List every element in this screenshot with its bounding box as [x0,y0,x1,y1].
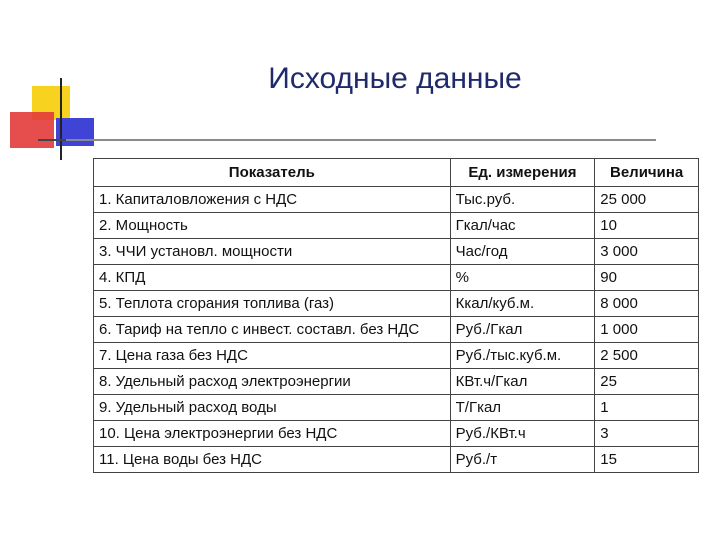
indicator-cell: 4. КПД [94,265,451,291]
indicator-cell: 3. ЧЧИ установл. мощности [94,239,451,265]
unit-cell: Руб./КВт.ч [450,421,595,447]
unit-cell: Т/Гкал [450,395,595,421]
title-divider [66,139,656,141]
unit-cell: Руб./Гкал [450,317,595,343]
value-cell: 90 [595,265,699,291]
logo-red-square [10,112,54,148]
unit-cell: КВт.ч/Гкал [450,369,595,395]
column-header-value: Величина [595,159,699,187]
page-title: Исходные данные [268,62,522,95]
unit-cell: Тыс.руб. [450,187,595,213]
column-header-indicator: Показатель [94,159,451,187]
unit-cell: % [450,265,595,291]
indicator-cell: 8. Удельный расход электроэнергии [94,369,451,395]
value-cell: 1 000 [595,317,699,343]
table-row [94,343,699,369]
table-row [94,213,699,239]
source-data-table [93,158,699,473]
indicator-cell: 2. Мощность [94,213,451,239]
indicator-cell: 6. Тариф на тепло с инвест. составл. без НДС [94,317,451,343]
column-header-unit: Ед. измерения [450,159,595,187]
table-row [94,239,699,265]
unit-cell: Час/год [450,239,595,265]
indicator-cell: 7. Цена газа без НДС [94,343,451,369]
decorative-logo-icon [0,0,110,170]
table-row [94,369,699,395]
indicator-cell: 11. Цена воды без НДС [94,447,451,473]
value-cell: 8 000 [595,291,699,317]
value-cell: 3 [595,421,699,447]
indicator-cell: 9. Удельный расход воды [94,395,451,421]
unit-cell: Руб./тыс.куб.м. [450,343,595,369]
unit-cell: Гкал/час [450,213,595,239]
table-row [94,291,699,317]
value-cell: 3 000 [595,239,699,265]
value-cell: 25 [595,369,699,395]
table-row [94,317,699,343]
indicator-cell: 1. Капиталовложения с НДС [94,187,451,213]
table-header-row [94,159,699,187]
value-cell: 1 [595,395,699,421]
unit-cell: Ккал/куб.м. [450,291,595,317]
unit-cell: Руб./т [450,447,595,473]
value-cell: 2 500 [595,343,699,369]
table-row [94,421,699,447]
indicator-cell: 5. Теплота сгорания топлива (газ) [94,291,451,317]
value-cell: 15 [595,447,699,473]
table-row [94,265,699,291]
table-row [94,447,699,473]
table-row [94,187,699,213]
indicator-cell: 10. Цена электроэнергии без НДС [94,421,451,447]
value-cell: 25 000 [595,187,699,213]
table-row [94,395,699,421]
value-cell: 10 [595,213,699,239]
